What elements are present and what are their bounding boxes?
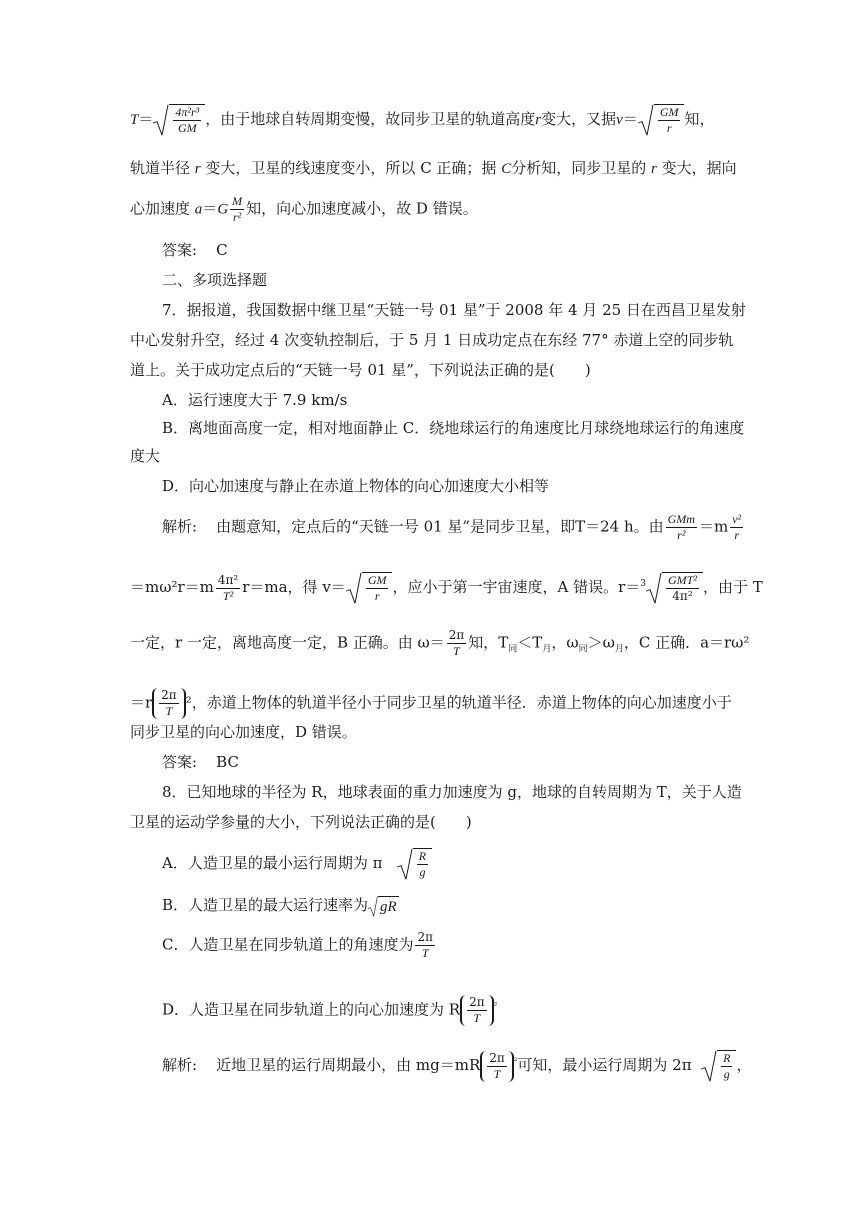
fraction-numerator: 4π²r³ [175,105,200,119]
text: 知， [684,110,715,128]
line-3 [130,194,478,225]
sqrt-velocity [638,104,685,136]
text: 分析知，同步卫星的 [511,159,647,177]
sqrt-period [153,104,205,136]
answer-value: C [216,241,228,259]
sol7-line-4: ＝r $\frac{2\pi}{T}$ ²，赤道上物体的轨道半径小于同步卫星的轨道半径．赤道上物体的向心加速度小于 [130,688,732,718]
equals: ＝ [138,110,154,128]
sqrt-gm-r: $\frac{GM}{r}$ [346,572,393,604]
var-r: r [651,161,657,177]
line-2 [130,158,737,179]
text: 变大，又据 [541,110,617,128]
fraction-denominator: r² [233,210,242,224]
answer-1 [162,240,228,260]
answer-label: 答案: [162,241,198,259]
fraction-numerator: GM [659,105,679,119]
q8-option-b: B．人造卫星的最大运行速率为 gR [162,896,397,915]
parenthesis-group: $\frac{2\pi}{T}$ [152,688,186,719]
q7-line-1: 7．据报道，我国数据中继卫星“天链一号 01 星”于 2008 年 4 月 25 日在西昌卫星发射 [162,301,746,319]
fraction-numerator: M [232,194,243,208]
var-G: G [217,201,229,218]
fraction-denominator: r [666,121,672,135]
text: 变大，卫星的线速度变小，所以 C 正确；据 [205,159,497,177]
var-a: a [194,201,203,218]
q8-line-2: 卫星的运动学参量的大小，下列说法正确的是( ) [130,813,472,831]
q8-option-a: A．人造卫星的最小运行周期为 π $\frac{R}{g}$ [162,848,432,880]
q7-line-2: 中心发射升空，经过 4 次变轨控制后，于 5 月 1 日成功定点在东经 77° 赤道上空的同步轨 [130,331,734,349]
sqrt-r-g: $\frac{R}{g}$ [701,1050,736,1082]
parenthesis-group: $\frac{2\pi}{T}$ [460,995,494,1026]
q8-option-c: C．人造卫星在同步轨道上的角速度为 $\frac{2\pi}{T}$ [162,930,434,960]
sol8-line-1: 解析: 近地卫星的运行周期最小，由 mg＝mR $\frac{2\pi}{T}$ $^{^2}$可知，最小运行周期为 2π $\frac{R}{g}$ ， [162,1050,752,1081]
solution-label: 解析: [162,1056,198,1074]
text: 心加速度 [130,199,191,218]
var-C: C [501,161,512,177]
var-v: v [616,112,623,128]
sol7-line-5: 同步卫星的向心加速度，D 错误。 [130,723,357,741]
q7-option-b: B．离地面高度一定，相对地面静止 C．绕地球运行的角速度比月球绕地球运行的角速度 [162,419,745,437]
answer-label: 答案: [162,753,198,771]
answer-value: BC [216,753,239,771]
sqrt-gr: gR [368,896,399,917]
text: 知，向心加速度减小，故 D 错误。 [246,199,478,218]
sol7-line-3: 一定，r 一定，离地高度一定，B 正确。由 ω＝ $\frac{2\pi}{T}$ 知，$T_同<T_月$，$\omega_同>\omega_月$，C 正确．a＝rω² [130,628,750,658]
q8-option-d: D．人造卫星在同步轨道上的向心加速度为 R $\frac{2\pi}{T}$ $^{^2}$ [162,995,498,1025]
var-T: T [130,112,139,128]
answer-2 [162,752,239,772]
text: ＝ [202,199,218,218]
cube-root-index: 3 [640,579,646,589]
q7-option-d: D．向心加速度与静止在赤道上物体的向心加速度大小相等 [162,477,550,495]
solution-label: 解析: [162,517,198,536]
var-r: r [194,161,201,177]
parenthesis-group: $\frac{2\pi}{T}$ [480,1051,514,1082]
text: ，由于地球自转周期变慢，故同步卫星的轨道高度 [205,110,536,128]
q7-option-b-cont: 度大 [130,447,161,465]
var-r: r [535,112,542,128]
fraction-denominator: GM [177,121,197,135]
text: 轨道半径 [130,159,191,177]
sol7-line-2: ＝mω²r＝m $\frac{\text{4π²}}{\text{T²}}$ r＝ma，得 v＝ $\frac{GM}{r}$ ，应小于第一宇宙速度，A 错误。r＝$^3$ $\frac{\text{GMT²}}{\text{4π²}}$ ，由于 T [130,572,763,603]
section-heading: 二、多项选择题 [162,271,268,289]
q8-line-1: 8．已知地球的半径为 R，地球表面的重力加速度为 g，地球的自转周期为 T，关于人造 [162,783,742,801]
q7-line-3: 道上。关于成功定点后的“天链一号 01 星”，下列说法正确的是( ) [130,361,591,379]
q7-option-a: A．运行速度大于 7.9 km/s [162,391,348,409]
sqrt-r-g: $\frac{R}{g}$ [397,848,432,880]
sol7-line-1: 解析: 由题意知，定点后的“天链一号 01 星”是同步卫星，即T＝24 h。由 $\frac{\text{GMm}}{\text{r²}}$ ＝m $\frac{\text{v²}}{r}$ [162,512,742,542]
cube-root: $\frac{\text{GMT²}}{\text{4π²}}$ [646,572,703,604]
text: 变大，据向 [661,159,737,177]
line-1: T＝ $\frac{\text{4π²r³}}{GM}$ ，由于地球自转周期变慢，故同步卫星的轨道高度r变大，又据v＝ $\frac{GM}{r}$ 知， [130,105,715,135]
